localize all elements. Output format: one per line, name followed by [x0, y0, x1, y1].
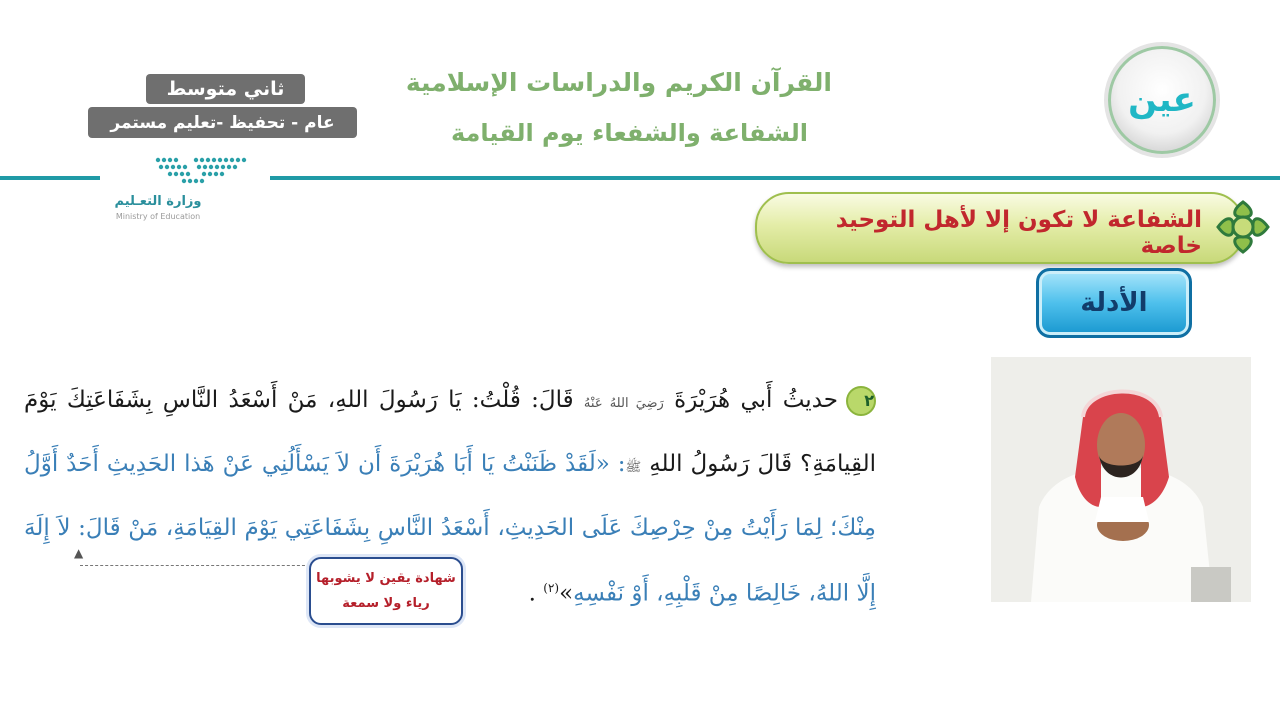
presenter-figure	[991, 357, 1251, 602]
ornament-icon	[1212, 196, 1274, 258]
hadith-close-quote: »	[559, 580, 574, 607]
hadith-number: ٢	[846, 386, 876, 416]
hadith-open-quote: : «	[595, 451, 626, 477]
ministry-name-ar: وزارة التعـليم	[114, 194, 202, 209]
annotation-connector	[80, 565, 310, 566]
lesson-title: الشفاعة والشفعاء يوم القيامة	[450, 119, 808, 147]
annotation-line-2: رياء ولا سمعة	[342, 596, 430, 611]
hadith-question: قَالَ: قُلْتُ: يَا رَسُولَ اللهِ، مَنْ أَسْعَدُ النَّاسِ بِشَفَاعَتِكَ يَوْمَ القِيامَةِ؟ قَالَ رَسُولُ اللهِ	[24, 387, 876, 477]
salla-honorific: ﷺ	[625, 460, 642, 475]
annotation-line-1: شهادة يقين لا يشوبها	[316, 571, 456, 586]
course-title: القرآن الكريم والدراسات الإسلامية	[405, 68, 832, 97]
ministry-name-en: Ministry of Education	[115, 212, 201, 221]
hadith-footnote: (٢)	[543, 581, 560, 595]
grade-badge: ثاني متوسط	[146, 74, 305, 104]
hadith-end: .	[528, 580, 536, 607]
evidence-button-label: الأدلة	[1080, 288, 1148, 318]
ministry-dots-icon	[100, 152, 270, 192]
annotation-arrow-icon: ▲	[74, 546, 84, 560]
channel-logo	[1108, 46, 1216, 154]
annotation-bubble	[309, 557, 463, 625]
topic-title: الشفاعة لا تكون إلا لأهل التوحيد خاصة	[835, 207, 1202, 259]
evidence-button[interactable]	[1036, 268, 1192, 338]
presenter-video	[991, 357, 1251, 602]
track-badge: عام - تحفيظ -تعليم مستمر	[88, 107, 357, 138]
hadith-narrator: حديثُ أَبي هُرَيْرَةَ	[674, 387, 838, 413]
channel-logo-text: عين	[1128, 80, 1196, 120]
hadith-quote: لَقَدْ ظَنَنْتُ يَا أَبَا هُرَيْرَةَ أَن لاَ يَسْأَلُنِي عَنْ هَذا الحَدِيثِ أَحَدٌ أَوَّلُ مِنْكَ؛ لِمَا رَأَيْتُ مِنْ حِرْصِكَ عَلَى الحَدِيثِ، أَسْعَدُ النَّاسِ بِشَفَاعَتِي يَوْمَ القِيَامَةِ، مَنْ قَالَ: لاَ إِلَهَ إِلَّا اللهُ، خَالِصًا مِنْ قَلْبِهِ، أَوْ نَفْسِهِ	[24, 451, 876, 607]
radi-honorific: رَضِيَ اللهُ عَنْهُ	[583, 396, 664, 411]
